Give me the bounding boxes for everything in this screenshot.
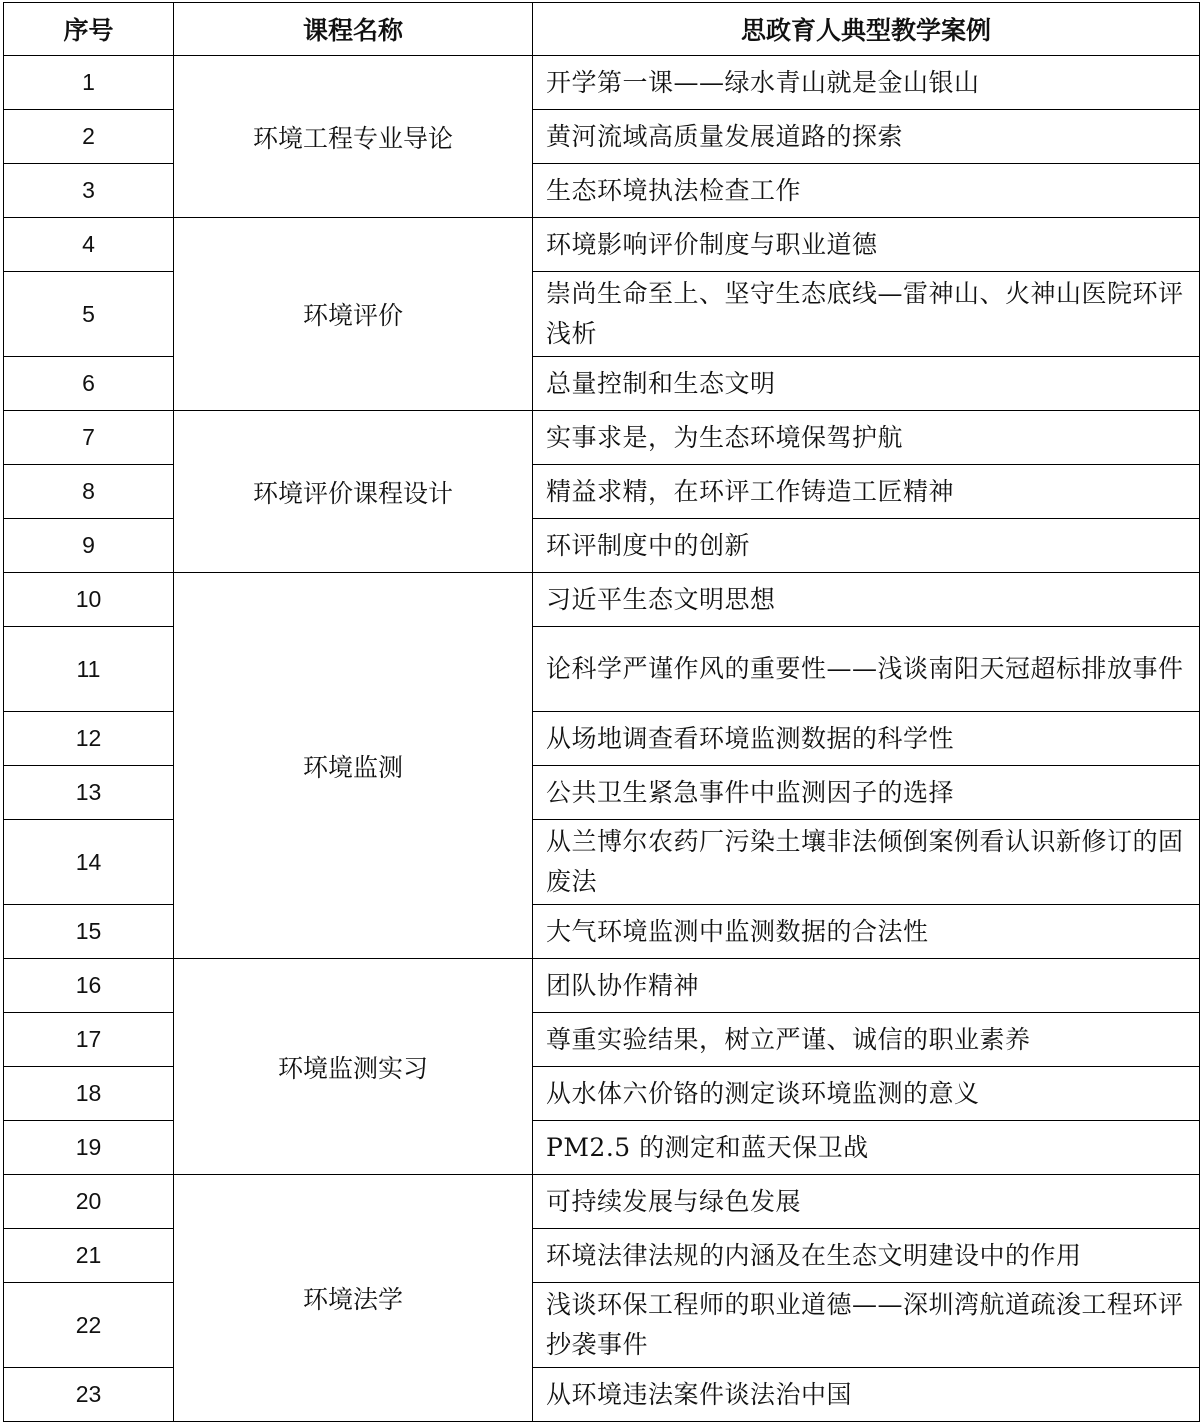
course-name: 环境监测 <box>174 573 533 959</box>
case-title: 浅谈环保工程师的职业道德——深圳湾航道疏浚工程环评抄袭事件 <box>533 1283 1200 1368</box>
case-title: 从兰博尔农药厂污染土壤非法倾倒案例看认识新修订的固废法 <box>533 820 1200 905</box>
case-title: 从环境违法案件谈法治中国 <box>533 1368 1200 1422</box>
row-index: 15 <box>4 905 174 959</box>
row-index: 3 <box>4 164 174 218</box>
row-index: 23 <box>4 1368 174 1422</box>
course-name: 环境评价课程设计 <box>174 411 533 573</box>
row-index: 6 <box>4 357 174 411</box>
case-title: 环境法律法规的内涵及在生态文明建设中的作用 <box>533 1229 1200 1283</box>
row-index: 1 <box>4 56 174 110</box>
row-index: 20 <box>4 1175 174 1229</box>
row-index: 12 <box>4 712 174 766</box>
table-row <box>4 411 1200 465</box>
case-title: 可持续发展与绿色发展 <box>533 1175 1200 1229</box>
table-row <box>4 218 1200 272</box>
row-index: 14 <box>4 820 174 905</box>
table-row <box>4 959 1200 1013</box>
case-title: 总量控制和生态文明 <box>533 357 1200 411</box>
case-title: 习近平生态文明思想 <box>533 573 1200 627</box>
case-title: 精益求精，在环评工作铸造工匠精神 <box>533 465 1200 519</box>
case-title: 从场地调查看环境监测数据的科学性 <box>533 712 1200 766</box>
case-title: 论科学严谨作风的重要性——浅谈南阳天冠超标排放事件 <box>533 627 1200 712</box>
row-index: 17 <box>4 1013 174 1067</box>
cases-table <box>3 2 1200 1422</box>
row-index: 8 <box>4 465 174 519</box>
row-index: 11 <box>4 627 174 712</box>
table-row <box>4 56 1200 110</box>
case-title: 尊重实验结果，树立严谨、诚信的职业素养 <box>533 1013 1200 1067</box>
row-index: 19 <box>4 1121 174 1175</box>
row-index: 13 <box>4 766 174 820</box>
row-index: 7 <box>4 411 174 465</box>
case-title: 崇尚生命至上、坚守生态底线—雷神山、火神山医院环评浅析 <box>533 272 1200 357</box>
case-title: 环境影响评价制度与职业道德 <box>533 218 1200 272</box>
header-course: 课程名称 <box>174 3 533 56</box>
course-name: 环境工程专业导论 <box>174 56 533 218</box>
case-title: 环评制度中的创新 <box>533 519 1200 573</box>
row-index: 10 <box>4 573 174 627</box>
case-title: 实事求是，为生态环境保驾护航 <box>533 411 1200 465</box>
header-index: 序号 <box>4 3 174 56</box>
course-name: 环境评价 <box>174 218 533 411</box>
row-index: 22 <box>4 1283 174 1368</box>
case-title: 黄河流域高质量发展道路的探索 <box>533 110 1200 164</box>
table-row <box>4 1175 1200 1229</box>
row-index: 9 <box>4 519 174 573</box>
case-title: 大气环境监测中监测数据的合法性 <box>533 905 1200 959</box>
case-title: 从水体六价铬的测定谈环境监测的意义 <box>533 1067 1200 1121</box>
case-title: 团队协作精神 <box>533 959 1200 1013</box>
row-index: 21 <box>4 1229 174 1283</box>
case-title: PM2.5 的测定和蓝天保卫战 <box>533 1121 1200 1175</box>
row-index: 2 <box>4 110 174 164</box>
row-index: 5 <box>4 272 174 357</box>
row-index: 16 <box>4 959 174 1013</box>
row-index: 18 <box>4 1067 174 1121</box>
row-index: 4 <box>4 218 174 272</box>
case-title: 生态环境执法检查工作 <box>533 164 1200 218</box>
case-title: 公共卫生紧急事件中监测因子的选择 <box>533 766 1200 820</box>
case-title: 开学第一课——绿水青山就是金山银山 <box>533 56 1200 110</box>
course-name: 环境法学 <box>174 1175 533 1422</box>
header-row <box>4 3 1200 56</box>
course-name: 环境监测实习 <box>174 959 533 1175</box>
header-case: 思政育人典型教学案例 <box>533 3 1200 56</box>
table-row <box>4 573 1200 627</box>
